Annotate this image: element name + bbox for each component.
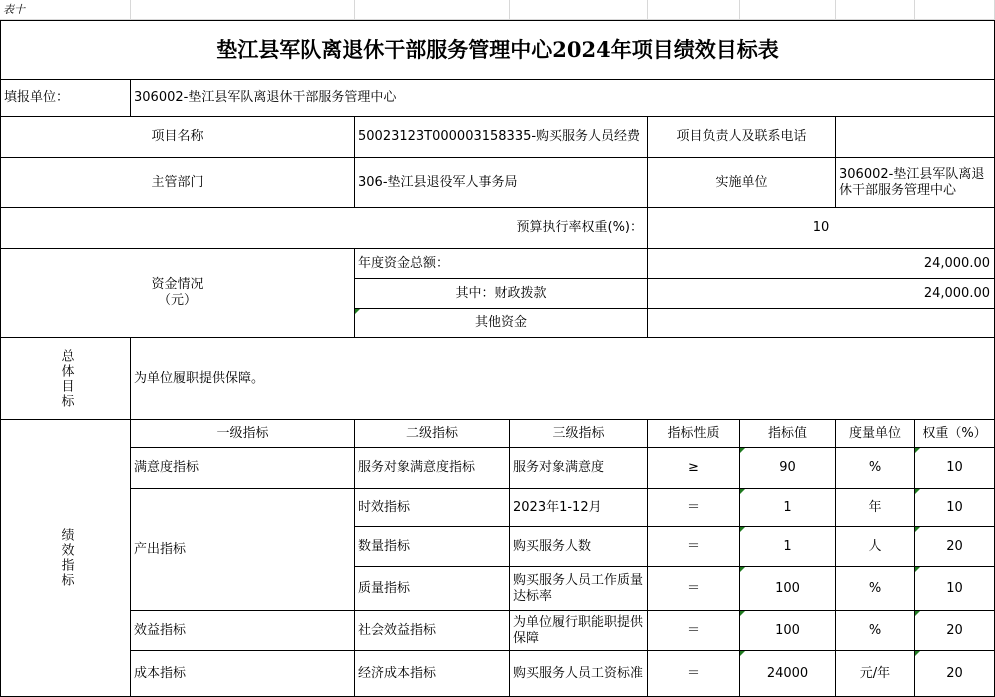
table-row-value (740, 651, 836, 697)
header-level1: 一级指标 (131, 420, 355, 448)
table-row-l3: 2023年1-12月 (510, 489, 648, 527)
table-row-value (740, 567, 836, 611)
empty-cell (510, 0, 648, 20)
impl-unit-value: 306002-垫江县军队离退休干部服务管理中心 (836, 158, 995, 208)
header-nature: 指标性质 (648, 420, 740, 448)
header-unit: 度量单位 (836, 420, 915, 448)
empty-cell (915, 0, 995, 20)
table-row-nature: ＝ (648, 611, 740, 651)
cell-marker-icon (915, 567, 920, 572)
empty-cell (740, 0, 836, 20)
cell-marker-icon (740, 651, 745, 656)
table-row-value (740, 611, 836, 651)
table-row-l2: 社会效益指标 (355, 611, 510, 651)
table-row-l2: 经济成本指标 (355, 651, 510, 697)
table-row-l2: 服务对象满意度指标 (355, 448, 510, 489)
indicator-weight-text: 20 (946, 622, 963, 638)
table-row-l2: 数量指标 (355, 527, 510, 567)
funds-other-value (648, 309, 995, 338)
indicator-value-text: 90 (779, 460, 796, 475)
table-row-l3: 购买服务人员工作质量达标率 (510, 567, 648, 611)
table-row-unit: 元/年 (836, 651, 915, 697)
table-row-unit: 人 (836, 527, 915, 567)
indicator-weight-text: 20 (946, 665, 963, 681)
indicator-value-text: 100 (775, 580, 800, 596)
funds-other-label (355, 309, 648, 338)
cell-marker-icon (915, 489, 920, 494)
cell-marker-icon (740, 489, 745, 494)
reporting-unit-value: 306002-垫江县军队离退休干部服务管理中心 (131, 80, 995, 117)
cell-marker-icon (915, 527, 920, 532)
perf-indicators-label (0, 420, 131, 697)
header-weight: 权重（%） (915, 420, 995, 448)
table-row-nature: ＝ (648, 527, 740, 567)
group-benefit: 效益指标 (131, 611, 355, 651)
project-leader-value (836, 117, 995, 158)
table-row-l3: 购买服务人员工资标准 (510, 651, 648, 697)
header-level3: 三级指标 (510, 420, 648, 448)
table-row-value (740, 448, 836, 489)
project-name-label: 项目名称 (0, 117, 355, 158)
header-level2: 二级指标 (355, 420, 510, 448)
cell-marker-icon (740, 567, 745, 572)
cell-marker-icon (740, 527, 745, 532)
table-row-value (740, 489, 836, 527)
overall-goal-text: 总体目标 (58, 348, 74, 409)
funds-fiscal-label: 其中：财政拨款 (355, 279, 648, 309)
table-row-nature: ＝ (648, 567, 740, 611)
table-row-nature: ≥ (648, 448, 740, 489)
group-output: 产出指标 (131, 489, 355, 611)
overall-goal-label (0, 338, 131, 420)
table-row-unit: % (836, 567, 915, 611)
table-row-weight (915, 611, 995, 651)
table-row-unit: % (836, 611, 915, 651)
header-value: 指标值 (740, 420, 836, 448)
funds-fiscal-value: 24,000.00 (648, 279, 995, 309)
empty-cell (355, 0, 510, 20)
page-title: 垫江县军队离退休干部服务管理中心2024年项目绩效目标表 (0, 20, 995, 80)
table-row-l3: 服务对象满意度 (510, 448, 648, 489)
table-row-weight (915, 489, 995, 527)
cell-marker-icon (915, 651, 920, 656)
cell-marker-icon (355, 309, 360, 314)
project-leader-label: 项目负责人及联系电话 (648, 117, 836, 158)
funds-other-text: 其他资金 (474, 315, 527, 330)
overall-goal-value: 为单位履职提供保障。 (131, 338, 995, 420)
table-row-unit: % (836, 448, 915, 489)
indicator-weight-text: 10 (946, 460, 963, 475)
dept-value: 306-垫江县退役军人事务局 (355, 158, 648, 208)
perf-indicators-text: 绩效指标 (58, 528, 74, 588)
table-row-l2: 时效指标 (355, 489, 510, 527)
empty-cell (131, 0, 355, 20)
indicator-weight-text: 10 (946, 499, 963, 515)
indicator-value-text: 24000 (766, 665, 809, 681)
table-row-unit: 年 (836, 489, 915, 527)
table-row-value (740, 527, 836, 567)
indicator-value-text: 100 (775, 622, 800, 638)
indicator-weight-text: 20 (946, 538, 963, 554)
empty-cell (648, 0, 740, 20)
funds-label: 资金情况（元） (0, 249, 355, 338)
table-row-nature: ＝ (648, 651, 740, 697)
table-row-l3: 为单位履行职能职提供保障 (510, 611, 648, 651)
table-row-weight (915, 651, 995, 697)
funds-total-label: 年度资金总额： (355, 249, 648, 279)
cell-marker-icon (915, 611, 920, 616)
table-row-nature: ＝ (648, 489, 740, 527)
cell-marker-icon (915, 448, 920, 453)
indicator-value-text: 1 (783, 499, 792, 515)
project-name-value: 50023123T000003158335-购买服务人员经费 (355, 117, 648, 158)
cell-marker-icon (740, 611, 745, 616)
table-row-l2: 质量指标 (355, 567, 510, 611)
funds-total-value: 24,000.00 (648, 249, 995, 279)
budget-weight-label: 预算执行率权重(%)： (0, 208, 648, 249)
indicator-weight-text: 10 (946, 580, 963, 596)
table-number: 表十 (0, 0, 131, 20)
empty-cell (836, 0, 915, 20)
table-row-l3: 购买服务人数 (510, 527, 648, 567)
group-satisfaction: 满意度指标 (131, 448, 355, 489)
budget-weight-value: 10 (648, 208, 995, 249)
table-row-weight (915, 527, 995, 567)
table-row-weight (915, 567, 995, 611)
reporting-unit-label: 填报单位： (0, 80, 131, 117)
cell-marker-icon (740, 448, 745, 453)
impl-unit-label: 实施单位 (648, 158, 836, 208)
group-cost: 成本指标 (131, 651, 355, 697)
indicator-value-text: 1 (783, 538, 792, 554)
dept-label: 主管部门 (0, 158, 355, 208)
table-row-weight (915, 448, 995, 489)
